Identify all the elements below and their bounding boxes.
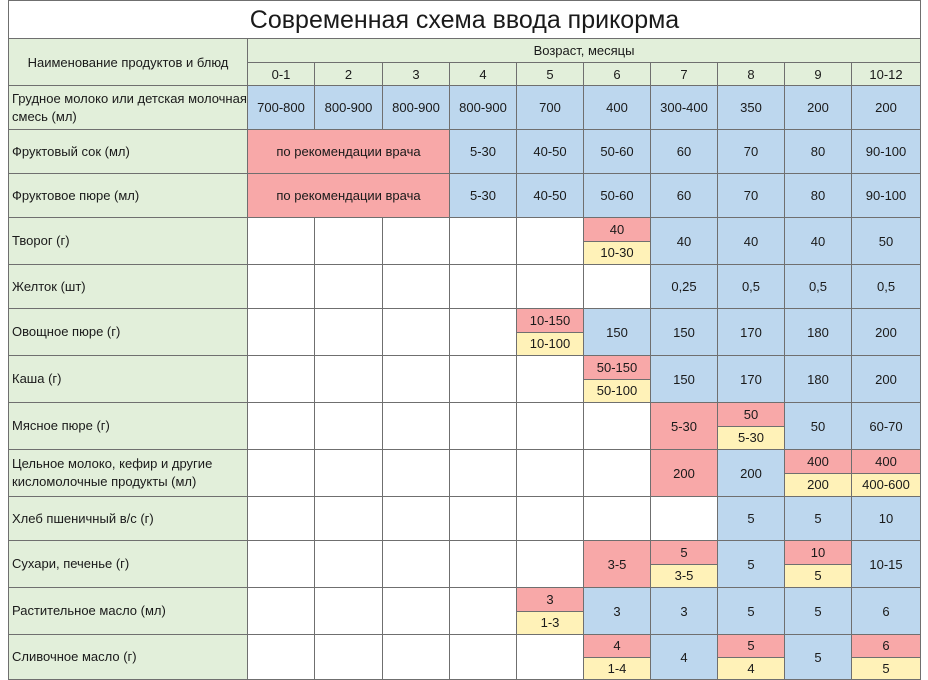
value-cell [315, 403, 383, 450]
split-value-cell [785, 541, 852, 588]
value-cell: 40 [651, 218, 718, 265]
value-cell [517, 497, 584, 541]
value-cell: 400 [584, 86, 651, 130]
cell-value-start: 5 [785, 564, 851, 588]
cell-value-start: 400-600 [852, 473, 920, 497]
value-cell: 50-60 [584, 174, 651, 218]
value-cell: 3-5 [584, 541, 651, 588]
value-cell: 40-50 [517, 130, 584, 174]
value-cell [248, 541, 315, 588]
product-name: Сухари, печенье (г) [9, 541, 248, 588]
split-value-cell [517, 588, 584, 635]
table-row [9, 403, 921, 450]
split-value-cell [785, 450, 852, 497]
value-cell [450, 218, 517, 265]
value-cell [584, 497, 651, 541]
value-cell [315, 497, 383, 541]
value-cell: 200 [852, 356, 921, 403]
age-header-cell: 10-12 [852, 63, 921, 86]
table-row [9, 174, 921, 218]
cell-value-start: 10-30 [584, 241, 650, 265]
value-cell: 5-30 [450, 130, 517, 174]
value-cell [383, 309, 450, 356]
value-cell: 90-100 [852, 174, 921, 218]
value-cell: 90-100 [852, 130, 921, 174]
value-cell [584, 265, 651, 309]
cell-value-new: 10-150 [517, 309, 583, 332]
value-cell [517, 403, 584, 450]
value-cell: 350 [718, 86, 785, 130]
value-cell: 150 [651, 356, 718, 403]
page-title: Современная схема ввода прикорма [8, 0, 921, 39]
table-row [9, 588, 921, 635]
product-name: Каша (г) [9, 356, 248, 403]
cell-value-new: 5 [651, 541, 717, 564]
value-cell [315, 635, 383, 680]
split-value-cell [651, 541, 718, 588]
value-cell: 4 [651, 635, 718, 680]
value-cell: 700-800 [248, 86, 315, 130]
table-row [9, 635, 921, 680]
split-value-cell [584, 218, 651, 265]
value-cell: 3 [651, 588, 718, 635]
cell-value-new: 6 [852, 635, 920, 657]
value-cell: 200 [852, 86, 921, 130]
value-cell: 50 [785, 403, 852, 450]
value-cell [383, 356, 450, 403]
age-header-cell: 8 [718, 63, 785, 86]
value-cell: 60 [651, 174, 718, 218]
value-cell [383, 265, 450, 309]
value-cell: 200 [852, 309, 921, 356]
age-header-cell: 9 [785, 63, 852, 86]
value-cell: 80 [785, 174, 852, 218]
value-cell [315, 541, 383, 588]
cell-value-new: 400 [785, 450, 851, 473]
cell-value-start: 1-4 [584, 657, 650, 680]
value-cell [450, 635, 517, 680]
value-cell [450, 356, 517, 403]
table-row [9, 497, 921, 541]
value-cell: 5 [718, 588, 785, 635]
split-value-cell [584, 635, 651, 680]
value-cell [450, 450, 517, 497]
product-name: Цельное молоко, кефир и другие кисломолочные продукты (мл) [9, 450, 248, 497]
table-row [9, 218, 921, 265]
value-cell: 70 [718, 174, 785, 218]
split-value-cell [584, 356, 651, 403]
split-value-cell [852, 450, 921, 497]
value-cell [383, 541, 450, 588]
value-cell: 170 [718, 309, 785, 356]
value-cell [248, 403, 315, 450]
table-row [9, 265, 921, 309]
value-cell: 5 [718, 497, 785, 541]
table-row [9, 356, 921, 403]
product-name: Хлеб пшеничный в/с (г) [9, 497, 248, 541]
value-cell [517, 450, 584, 497]
product-name: Овощное пюре (г) [9, 309, 248, 356]
value-cell: 10-15 [852, 541, 921, 588]
value-cell [248, 588, 315, 635]
product-name: Сливочное масло (г) [9, 635, 248, 680]
product-name: Творог (г) [9, 218, 248, 265]
table-row [9, 450, 921, 497]
value-cell: 60 [651, 130, 718, 174]
value-cell: 180 [785, 309, 852, 356]
value-cell: 5 [785, 588, 852, 635]
age-header-cell: 3 [383, 63, 450, 86]
value-cell [315, 588, 383, 635]
value-cell: 40 [785, 218, 852, 265]
value-cell [315, 309, 383, 356]
value-cell: 200 [718, 450, 785, 497]
age-header-cell: 2 [315, 63, 383, 86]
value-cell: 150 [651, 309, 718, 356]
value-cell [248, 450, 315, 497]
value-cell [450, 541, 517, 588]
product-name: Фруктовый сок (мл) [9, 130, 248, 174]
value-cell [248, 635, 315, 680]
value-cell: 5-30 [450, 174, 517, 218]
value-cell: 40-50 [517, 174, 584, 218]
value-cell: 50-60 [584, 130, 651, 174]
value-cell: 300-400 [651, 86, 718, 130]
value-cell: 50 [852, 218, 921, 265]
value-cell: 10 [852, 497, 921, 541]
value-cell [450, 309, 517, 356]
value-cell [383, 635, 450, 680]
split-value-cell [718, 403, 785, 450]
value-cell: 800-900 [315, 86, 383, 130]
value-cell [383, 497, 450, 541]
value-cell [450, 265, 517, 309]
value-cell [450, 403, 517, 450]
value-cell [383, 450, 450, 497]
table-row [9, 309, 921, 356]
age-header-cell: 5 [517, 63, 584, 86]
cell-value-start: 200 [785, 473, 851, 497]
value-cell [248, 497, 315, 541]
value-cell [315, 356, 383, 403]
product-name: Растительное масло (мл) [9, 588, 248, 635]
value-cell: 150 [584, 309, 651, 356]
table-row [9, 130, 921, 174]
header-product-name: Наименование продуктов и блюд [9, 39, 248, 86]
value-cell: 60-70 [852, 403, 921, 450]
value-cell: 170 [718, 356, 785, 403]
value-cell: 700 [517, 86, 584, 130]
value-cell [248, 309, 315, 356]
value-cell [315, 450, 383, 497]
value-cell [315, 265, 383, 309]
age-header-cell: 6 [584, 63, 651, 86]
value-cell: 180 [785, 356, 852, 403]
product-name: Грудное молоко или детская молочная смесь (мл) [9, 86, 248, 130]
product-name: Мясное пюре (г) [9, 403, 248, 450]
table-row [9, 86, 921, 130]
value-cell [584, 403, 651, 450]
cell-value-start: 1-3 [517, 611, 583, 635]
value-cell [450, 497, 517, 541]
value-cell [517, 265, 584, 309]
cell-value-new: 50-150 [584, 356, 650, 379]
split-value-cell [852, 635, 921, 680]
value-cell: 80 [785, 130, 852, 174]
cell-value-new: 40 [584, 218, 650, 241]
age-header-cell: 0-1 [248, 63, 315, 86]
cell-value-start: 50-100 [584, 379, 650, 403]
value-cell [651, 497, 718, 541]
value-cell [517, 635, 584, 680]
table-body [9, 86, 921, 680]
value-cell: 200 [785, 86, 852, 130]
feeding-table [8, 38, 921, 680]
cell-value-new: 10 [785, 541, 851, 564]
value-cell [248, 218, 315, 265]
cell-value-start: 5-30 [718, 426, 784, 450]
doctor-recommendation-cell: по рекомендации врача [248, 130, 450, 174]
value-cell: 6 [852, 588, 921, 635]
value-cell: 0,5 [718, 265, 785, 309]
value-cell [248, 356, 315, 403]
table-row [9, 541, 921, 588]
cell-value-start: 10-100 [517, 332, 583, 356]
doctor-recommendation-cell: по рекомендации врача [248, 174, 450, 218]
value-cell [383, 218, 450, 265]
value-cell: 200 [651, 450, 718, 497]
value-cell [517, 218, 584, 265]
value-cell: 40 [718, 218, 785, 265]
value-cell: 800-900 [450, 86, 517, 130]
value-cell [383, 588, 450, 635]
value-cell: 5-30 [651, 403, 718, 450]
age-header-cell: 7 [651, 63, 718, 86]
value-cell: 0,5 [852, 265, 921, 309]
header-age: Возраст, месяцы [248, 39, 921, 63]
value-cell: 800-900 [383, 86, 450, 130]
value-cell [248, 265, 315, 309]
value-cell [450, 588, 517, 635]
value-cell: 0,5 [785, 265, 852, 309]
cell-value-new: 4 [584, 635, 650, 657]
cell-value-start: 3-5 [651, 564, 717, 588]
value-cell: 70 [718, 130, 785, 174]
value-cell: 5 [785, 635, 852, 680]
cell-value-new: 50 [718, 403, 784, 426]
age-header-cell: 4 [450, 63, 517, 86]
value-cell [517, 541, 584, 588]
value-cell: 5 [785, 497, 852, 541]
value-cell: 5 [718, 541, 785, 588]
value-cell: 3 [584, 588, 651, 635]
value-cell [383, 403, 450, 450]
cell-value-start: 5 [852, 657, 920, 680]
value-cell [584, 450, 651, 497]
cell-value-new: 5 [718, 635, 784, 657]
value-cell [315, 218, 383, 265]
value-cell: 0,25 [651, 265, 718, 309]
cell-value-new: 400 [852, 450, 920, 473]
cell-value-start: 4 [718, 657, 784, 680]
product-name: Фруктовое пюре (мл) [9, 174, 248, 218]
split-value-cell [517, 309, 584, 356]
value-cell [517, 356, 584, 403]
cell-value-new: 3 [517, 588, 583, 611]
product-name: Желток (шт) [9, 265, 248, 309]
split-value-cell [718, 635, 785, 680]
